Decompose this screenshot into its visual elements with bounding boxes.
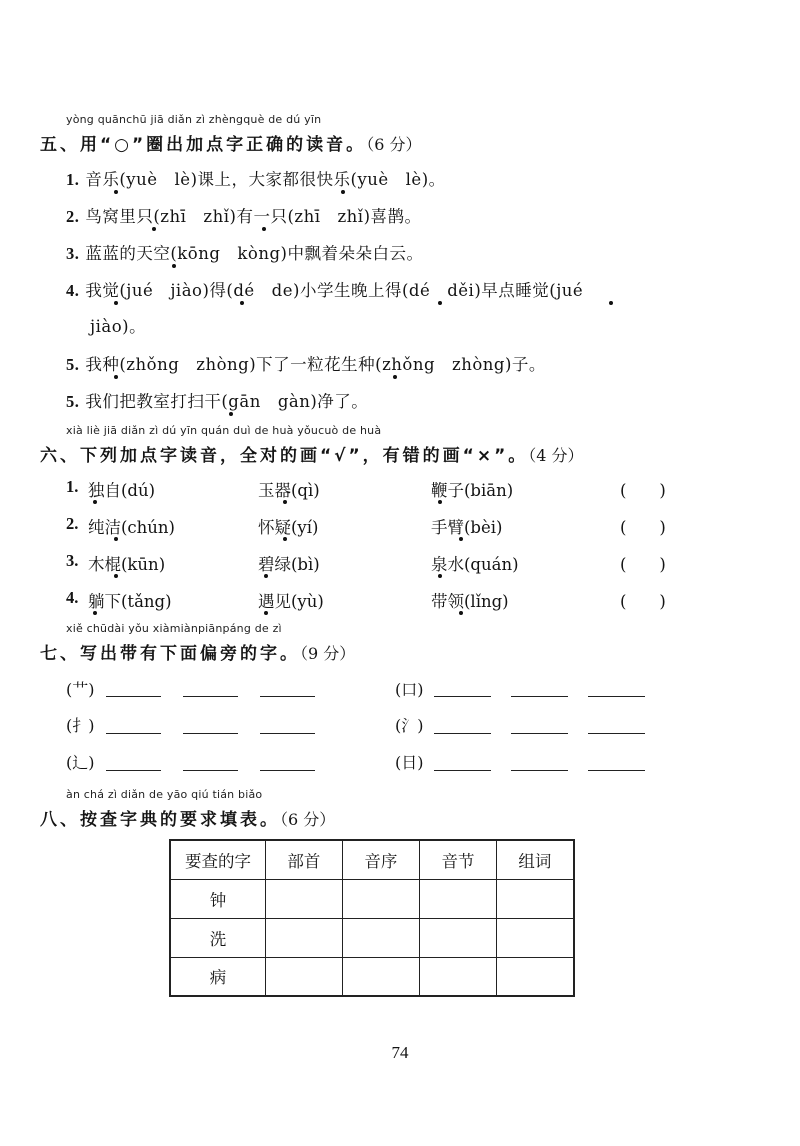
radical-label: (日) — [395, 753, 424, 772]
table-header: 要查的字 — [170, 840, 266, 879]
section5-title-text: 五、用“○”圈出加点字正确的读音。 — [40, 135, 367, 155]
section6-title-text: 六、下列加点字读音，全对的画“√”，有错的画“×”。 — [40, 446, 529, 466]
answer-blank[interactable] — [106, 696, 161, 697]
section7-pinyin: xiě chūdài yǒu xiàmiànpiānpáng de zì — [66, 622, 282, 635]
answer-blank[interactable] — [434, 733, 491, 734]
word-c: 鞭子(biān) — [431, 481, 514, 500]
emphasis-dot — [393, 375, 397, 379]
question-text: 鸟窝里只(zhī zhǐ)有一只(zhī zhǐ)喜鹊。 — [85, 207, 422, 226]
question-text: 音乐(yuè lè)课上，大家都很快乐(yuè lè)。 — [85, 170, 446, 189]
emphasis-dot — [264, 574, 268, 578]
table-header: 音序 — [342, 840, 420, 879]
word-a: 独自(dú) — [88, 481, 156, 500]
answer-blank[interactable] — [511, 770, 568, 771]
answer-blank[interactable] — [260, 733, 315, 734]
word-a: 纯洁(chún) — [88, 518, 175, 537]
answer-blank[interactable] — [511, 733, 568, 734]
question-number: 2. — [66, 207, 80, 226]
question-text: 我种(zhǒng zhòng)下了一粒花生种(zhǒng zhòng)子。 — [85, 355, 546, 374]
answer-blank[interactable] — [260, 770, 315, 771]
section5-title — [40, 130, 421, 155]
word-b: 遇见(yù) — [258, 592, 324, 611]
emphasis-dot — [459, 611, 463, 615]
emphasis-dot — [262, 227, 266, 231]
answer-blank[interactable] — [588, 770, 645, 771]
answer-blank[interactable] — [260, 696, 315, 697]
word-b: 玉器(qì) — [258, 481, 320, 500]
lookup-char: 洗 — [170, 918, 266, 957]
radical-label: (艹) — [66, 680, 95, 699]
row-number: 3. — [66, 551, 79, 570]
answer-paren[interactable]: ( ) — [620, 481, 666, 500]
answer-cell[interactable] — [266, 957, 343, 996]
section7-title — [40, 639, 355, 664]
answer-paren[interactable]: ( ) — [620, 518, 666, 537]
emphasis-dot — [438, 574, 442, 578]
emphasis-dot — [240, 301, 244, 305]
table-header: 组词 — [496, 840, 574, 879]
word-b: 怀疑(yí) — [258, 518, 319, 537]
answer-blank[interactable] — [183, 770, 238, 771]
emphasis-dot — [152, 227, 156, 231]
emphasis-dot — [438, 301, 442, 305]
emphasis-dot — [93, 500, 97, 504]
question-line — [66, 351, 546, 375]
emphasis-dot — [283, 500, 287, 504]
answer-blank[interactable] — [434, 770, 491, 771]
section8-pinyin: àn chá zì diǎn de yāo qiú tián biǎo — [66, 788, 263, 801]
emphasis-dot — [114, 190, 118, 194]
table-header-row — [170, 840, 574, 879]
section8-title-text: 八、按查字典的要求填表。 — [40, 810, 280, 830]
word-c: 带领(lǐng) — [431, 592, 509, 611]
dictionary-table — [169, 839, 575, 997]
answer-cell[interactable] — [420, 918, 497, 957]
emphasis-dot — [609, 301, 613, 305]
answer-cell[interactable] — [342, 957, 420, 996]
emphasis-dot — [114, 375, 118, 379]
answer-cell[interactable] — [342, 918, 420, 957]
emphasis-dot — [264, 611, 268, 615]
question-number: 1. — [66, 170, 80, 189]
row-number: 2. — [66, 514, 79, 533]
section6-points: （4 分） — [528, 446, 584, 465]
answer-paren[interactable]: ( ) — [620, 555, 666, 574]
answer-cell[interactable] — [342, 879, 420, 918]
answer-cell[interactable] — [496, 918, 574, 957]
table-header: 部首 — [266, 840, 343, 879]
question-line — [66, 203, 422, 227]
question-text: 我们把教室打扫干(gān gàn)净了。 — [85, 392, 369, 411]
emphasis-dot — [341, 190, 345, 194]
question-line — [66, 240, 424, 264]
table-row — [170, 957, 574, 996]
word-c: 手臂(bèi) — [431, 518, 503, 537]
table-row — [170, 879, 574, 918]
question-line — [66, 166, 446, 190]
answer-blank[interactable] — [588, 696, 645, 697]
word-b: 碧绿(bì) — [258, 555, 320, 574]
question-number: 3. — [66, 244, 80, 263]
section5-points: （6 分） — [366, 135, 422, 154]
answer-blank[interactable] — [511, 696, 568, 697]
answer-blank[interactable] — [183, 696, 238, 697]
table-header: 音节 — [420, 840, 497, 879]
section5-pinyin: yòng quānchū jiā diǎn zì zhèngquè de dú yīn — [66, 113, 322, 126]
section8-title — [40, 805, 335, 830]
word-a: 木棍(kūn) — [88, 555, 166, 574]
question-number: 5. — [66, 355, 80, 374]
emphasis-dot — [229, 412, 233, 416]
question-number: 4. — [66, 281, 80, 300]
answer-blank[interactable] — [588, 733, 645, 734]
radical-label: (氵) — [395, 716, 424, 735]
emphasis-dot — [283, 537, 287, 541]
answer-cell[interactable] — [420, 879, 497, 918]
emphasis-dot — [114, 574, 118, 578]
lookup-char: 病 — [170, 957, 266, 996]
section7-title-text: 七、写出带有下面偏旁的字。 — [40, 644, 300, 664]
emphasis-dot — [459, 537, 463, 541]
emphasis-dot — [114, 301, 118, 305]
section8-points: （6 分） — [280, 810, 336, 829]
question-line — [66, 388, 368, 412]
question-line-continued — [90, 313, 146, 337]
question-text: 蓝蓝的天空(kōng kòng)中飘着朵朵白云。 — [85, 244, 424, 263]
answer-blank[interactable] — [106, 733, 161, 734]
table-row — [170, 918, 574, 957]
lookup-char: 钟 — [170, 879, 266, 918]
emphasis-dot — [93, 611, 97, 615]
answer-paren[interactable]: ( ) — [620, 592, 666, 611]
radical-label: (扌) — [66, 716, 95, 735]
emphasis-dot — [172, 264, 176, 268]
word-c: 泉水(quán) — [431, 555, 519, 574]
radical-label: (辶) — [66, 753, 95, 772]
page-number: 74 — [391, 1043, 409, 1062]
answer-cell[interactable] — [266, 918, 343, 957]
word-a: 躺下(tǎng) — [88, 592, 172, 611]
section7-points: （9 分） — [300, 644, 356, 663]
answer-blank[interactable] — [106, 770, 161, 771]
radical-label: (口) — [395, 680, 424, 699]
answer-cell[interactable] — [496, 957, 574, 996]
emphasis-dot — [438, 500, 442, 504]
answer-cell[interactable] — [496, 879, 574, 918]
answer-blank[interactable] — [183, 733, 238, 734]
question-text: 我觉(jué jiào)得(dé de)小学生晚上得(dé děi)早点睡觉(jué — [85, 281, 584, 300]
section6-title — [40, 441, 584, 466]
section6-pinyin: xià liè jiā diǎn zì dú yīn quán duì de huà yǒucuò de huà — [66, 424, 382, 437]
question-line — [66, 277, 583, 301]
question-number: 5. — [66, 392, 80, 411]
answer-cell[interactable] — [420, 957, 497, 996]
row-number: 1. — [66, 477, 79, 496]
emphasis-dot — [114, 537, 118, 541]
question-text: jiào)。 — [90, 317, 147, 336]
row-number: 4. — [66, 588, 79, 607]
answer-blank[interactable] — [434, 696, 491, 697]
answer-cell[interactable] — [266, 879, 343, 918]
